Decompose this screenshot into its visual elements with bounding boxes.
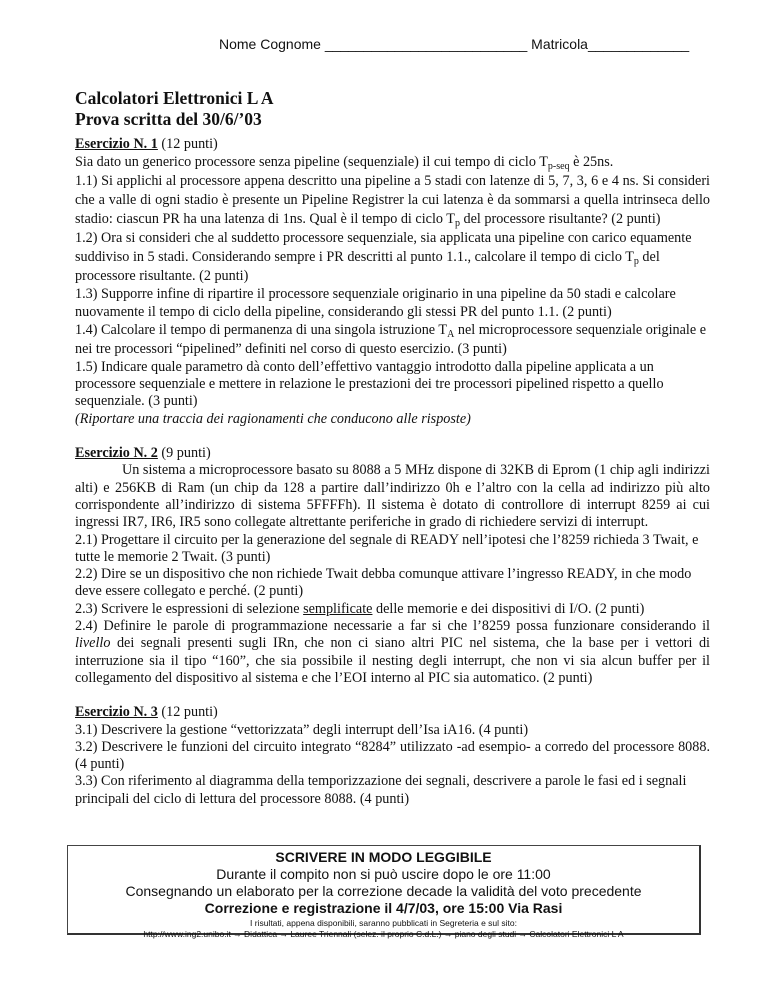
notice-box xyxy=(67,845,701,939)
question-2-2: 2.2) Dire se un dispositivo che non richiede Twait debba comunque attivare l’ingresso READY, in che modo deve essere collegato e perché. (2 punti) xyxy=(75,566,692,600)
subscript: p xyxy=(633,256,639,268)
exercise-2-points: (9 punti) xyxy=(157,445,211,462)
notice-previous-grade: Consegnando un elaborato per la correzione decade la validità del voto precedente xyxy=(125,883,642,899)
underlined-word: semplificate xyxy=(303,600,373,617)
notice-correction-date: Correzione e registrazione il 4/7/03, ore 15:00 Via Rasi xyxy=(204,900,563,916)
course-title: Calcolatori Elettronici L A xyxy=(75,88,274,108)
exam-date-title: Prova scritta del 30/6/’03 xyxy=(75,109,262,129)
exercise-3-points: (12 punti) xyxy=(157,704,218,721)
exercise-1-title: Esercizio N. 1 xyxy=(75,136,158,152)
matricola-label: Matricola xyxy=(531,36,588,52)
exercise-1-heading xyxy=(75,136,710,153)
question-text: 2.4) Definire le parole di programmazione necessarie a far si che l’8259 possa funzionare considerando il xyxy=(75,618,710,635)
question-text: 1.2) Ora si consideri che al suddetto processore sequenziale, sia applicata una pipeline con carico equamente suddiviso in 5 stadi. Considerando sempre i PR descritti al punto 1.1., calcolare il tempo di ciclo T xyxy=(75,230,692,266)
question-text-end: dei segnali presenti sugli IRn, che non ci siano altri PIC nel sistema, che la base per i vettori di interruzione sia il tipo “160”, che sia possibile il nesting degli interrupt, che non vi sia alcun buffer per il collegamento del dispositivo al sistema e che l’EOI interno al PIC sia automatico. (2 punti) xyxy=(75,635,710,686)
name-blank: __________________________ xyxy=(324,36,528,52)
question-1-5: 1.5) Indicare quale parametro dà conto dell’effettivo vantaggio introdotto dalla pipeline applicata a un processore sequenziale e mettere in relazione le prestazioni dei tre processori pipelined rispetto a quello sequenziale. (3 punti) xyxy=(75,358,664,410)
question-text: 1.4) Calcolare il tempo di permanenza di una singola istruzione T xyxy=(75,321,448,338)
notice-website-path: http://www.ing2.unibo.it → Didattica → Lauree Triennali (selez. il proprio C.d.L.) → piano degli studi → Calcolatori Elettronici L A xyxy=(143,929,624,939)
exercise-2-heading xyxy=(75,445,710,462)
question-3-3: 3.3) Con riferimento al diagramma della temporizzazione dei segnali, descrivere a parole le fasi ed i segnali principali del ciclo di lettura del processore 8088. (4 punti) xyxy=(75,773,687,807)
question-1-2 xyxy=(75,229,710,286)
question-3-2: 3.2) Descrivere le funzioni del circuito integrato “8284” utilizzato -ad esempio- a corredo del processore 8088. (4 punti) xyxy=(75,738,710,773)
question-1-4 xyxy=(75,321,710,359)
question-2-4 xyxy=(75,618,710,687)
question-text-end: nel microprocessore sequenziale originale e nei tre processori “pipelined” definiti nel corso di questo esercizio. (3 punti) xyxy=(75,321,707,357)
question-text: 2.3) Scrivere le espressioni di selezione xyxy=(75,600,304,617)
italic-word: livello xyxy=(75,635,111,652)
exercise-1-intro xyxy=(75,153,710,172)
subscript: p xyxy=(454,218,460,230)
question-1-3: 1.3) Supporre infine di ripartire il processore sequenziale originario in una pipeline da 50 stadi e calcolare nuovamente il tempo di ciclo della pipeline, considerando gli stessi PR del punto 1.1. (2 punti) xyxy=(75,286,676,320)
question-text-end: del processore risultante? (2 punti) xyxy=(459,211,661,228)
exercise-2-title: Esercizio N. 2 xyxy=(75,445,158,462)
exercise-2 xyxy=(75,445,710,687)
question-2-3 xyxy=(75,601,710,618)
question-text: 1.1) Si applichi al processore appena descritto una pipeline a 5 stadi con latenze di 5, 7, 3, 6 e 4 ns. Si consideri che a valle di ogni stadio è presente un Pipeline Registrer la cui latenza è da sommarsi a quella intrinseca dello stadio: ciascun PR ha una latenza di 1ns. Qual è il tempo di ciclo T xyxy=(75,173,710,228)
question-2-1: 2.1) Progettare il circuito per la generazione del segnale di READY nell’ipotesi che l’8259 richieda 3 Twait, e tutte le memorie 2 Twait. (3 punti) xyxy=(75,531,699,565)
spacer xyxy=(75,687,710,704)
exercise-2-intro: Un sistema a microprocessore basato su 8088 a 5 MHz dispone di 32KB di Eprom (1 chip agli indirizzi alti) e 256KB di Ram (un chip da 128 a partire dall’indirizzo 0h e l’altro con la cella ad indirizzo più alto corrispondente all’indirizzo di sistema 5FFFFh). Il sistema è dotato di controllore di interrupt 8259 ai cui ingressi IR7, IR6, IR5 sono collegate altrettante periferiche in grado di richiedere servizi di interrupt. xyxy=(75,462,710,531)
question-text-end: delle memorie e dei dispositivi di I/O. (2 punti) xyxy=(372,600,645,617)
notice-results: I risultati, appena disponibili, saranno pubblicati in Segreteria e sul sito: xyxy=(250,918,517,928)
exercise-3-title: Esercizio N. 3 xyxy=(75,704,158,721)
exam-title xyxy=(75,88,273,130)
notice-legible: SCRIVERE IN MODO LEGGIBILE xyxy=(275,849,492,865)
spacer xyxy=(75,428,710,445)
exercise-1-note: (Riportare una traccia dei ragionamenti che conducono alle risposte) xyxy=(75,410,471,427)
matricola-blank: _____________ xyxy=(587,36,690,52)
exam-content xyxy=(75,136,710,808)
subscript: p-seq xyxy=(547,161,570,173)
question-3-1: 3.1) Descrivere la gestione “vettorizzata” degli interrupt dell’Isa iA16. (4 punti) xyxy=(75,721,529,738)
intro-text: Sia dato un generico processore senza pipeline (sequenziale) il cui tempo di ciclo T xyxy=(75,154,548,171)
name-label: Nome Cognome xyxy=(219,36,321,52)
notice-exit-time: Durante il compito non si può uscire dopo le ore 11:00 xyxy=(216,866,551,882)
exercise-1-points: (12 punti) xyxy=(157,136,218,152)
exercise-3 xyxy=(75,704,710,808)
exercise-3-heading xyxy=(75,704,710,721)
question-1-1 xyxy=(75,172,710,229)
subscript: A xyxy=(447,328,455,340)
question-text-end: del processore risultante. (2 punti) xyxy=(75,249,660,285)
exercise-1 xyxy=(75,136,710,428)
intro-text-end: è 25ns. xyxy=(569,154,614,171)
